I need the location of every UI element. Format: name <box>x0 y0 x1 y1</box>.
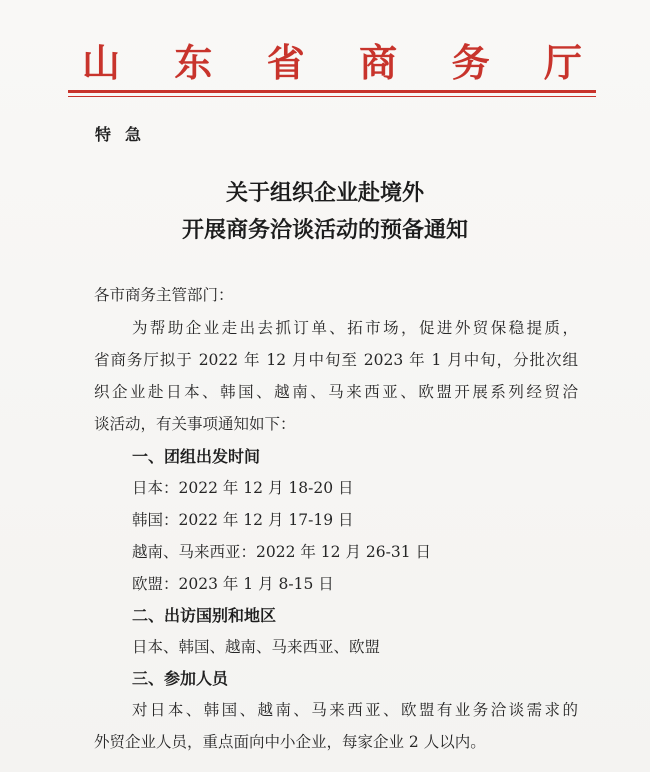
salutation: 各市商务主管部门： <box>94 286 234 304</box>
letterhead-divider-thick <box>68 90 596 93</box>
schedule-item: 越南、马来西亚：2022 年 12 月 26-31 日 <box>132 543 431 561</box>
letterhead-char: 东 <box>174 40 213 85</box>
letterhead <box>82 38 582 88</box>
letterhead-char: 省 <box>266 40 305 85</box>
schedule-item: 欧盟：2023 年 1 月 8-15 日 <box>132 575 334 593</box>
schedule-item: 日本：2022 年 12 月 18-20 日 <box>132 479 354 497</box>
document-title-line-1: 关于组织企业赴境外 <box>225 181 424 206</box>
letterhead-char: 商 <box>359 40 398 85</box>
body-paragraph-line: 谈活动，有关事项通知如下： <box>94 415 296 433</box>
letterhead-divider-thin <box>68 96 596 97</box>
letterhead-char: 务 <box>451 40 490 85</box>
section-heading: 二、出访国别和地区 <box>132 606 277 625</box>
section-heading: 三、参加人员 <box>132 669 229 688</box>
schedule-item: 韩国：2022 年 12 月 17-19 日 <box>132 511 354 529</box>
destinations-text: 日本、韩国、越南、马来西亚、欧盟 <box>132 638 381 656</box>
body-paragraph-line: 织企业赴日本、韩国、越南、马来西亚、欧盟开展系列经贸洽 <box>94 383 578 401</box>
section-heading: 一、团组出发时间 <box>132 447 261 466</box>
letterhead-char: 山 <box>82 40 121 85</box>
urgency-marker: 特急 <box>95 125 156 144</box>
body-paragraph-line: 省商务厅拟于 2022 年 12 月中旬至 2023 年 1 月中旬，分批次组 <box>94 351 578 369</box>
document-title-line-2: 开展商务洽谈活动的预备通知 <box>181 218 468 243</box>
letterhead-char: 厅 <box>543 40 582 85</box>
body-paragraph-line: 外贸企业人员，重点面向中小企业，每家企业 2 人以内。 <box>94 733 486 751</box>
body-paragraph-line: 为帮助企业走出去抓订单、拓市场，促进外贸保稳提质， <box>132 319 578 337</box>
body-paragraph-line: 对日本、韩国、越南、马来西亚、欧盟有业务洽谈需求的 <box>132 701 578 719</box>
